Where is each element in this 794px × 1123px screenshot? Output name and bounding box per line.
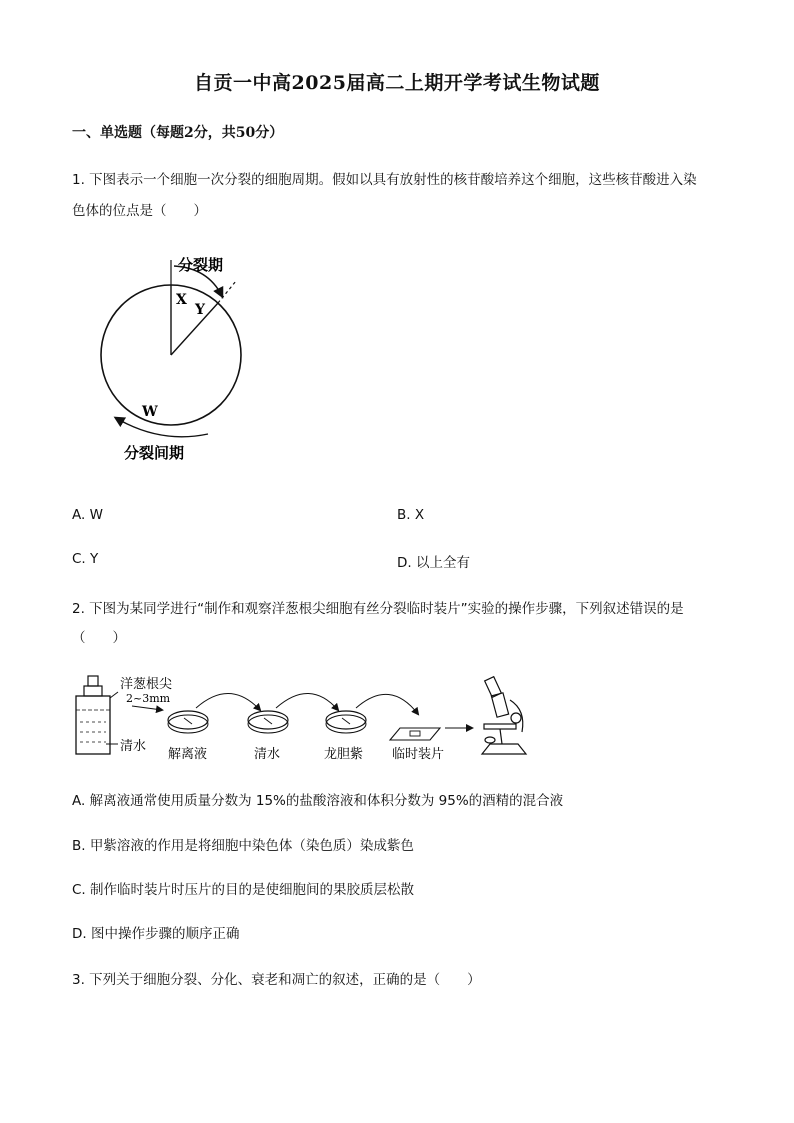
q2-option-a[interactable]: A. 解离液通常使用质量分数为 15%的盐酸溶液和体积分数为 95%的酒精的混合液 [72, 793, 564, 809]
q2-option-b[interactable]: B. 甲紫溶液的作用是将细胞中染色体（染色质）染成紫色 [72, 838, 414, 854]
q1-option-c[interactable]: C. Y [72, 551, 99, 567]
q2-text-line2: （ ） [72, 630, 126, 646]
q1-option-d[interactable]: D. 以上全有 [397, 555, 470, 571]
q3-text-line1: 3. 下列关于细胞分裂、分化、衰老和凋亡的叙述，正确的是（ ） [72, 972, 481, 988]
section-heading: 一、单选题（每题2分，共50分） [72, 125, 284, 141]
page-title: 自贡一中高2025届高二上期开学考试生物试题 [194, 72, 600, 94]
q1-text-line2: 色体的位点是（ ） [72, 203, 207, 219]
water-bottle [76, 676, 118, 754]
interphase-label: 分裂间期 [124, 444, 185, 462]
q2-option-c[interactable]: C. 制作临时装片时压片的目的是使细胞间的果胶质层松散 [72, 882, 415, 898]
microscope-icon [482, 677, 526, 754]
cell-cycle-figure [90, 248, 260, 468]
root-tip-label: 洋葱根尖 [120, 677, 173, 692]
step-label-2: 清水 [254, 747, 281, 762]
temporary-slide [390, 728, 440, 740]
division-label: 分裂期 [178, 256, 224, 274]
root-pointer [110, 692, 118, 698]
bottle-water-label: 清水 [120, 739, 147, 754]
dish-water [248, 711, 288, 733]
dish-gentian-violet [326, 711, 366, 733]
q2-option-d[interactable]: D. 图中操作步骤的顺序正确 [72, 926, 240, 942]
label-w: W [142, 404, 158, 420]
q1-option-a[interactable]: A. W [72, 507, 103, 523]
step-label-4: 临时装片 [392, 747, 445, 762]
label-y: Y [195, 302, 205, 318]
q2-text-line1: 2. 下图为某同学进行“制作和观察洋葱根尖细胞有丝分裂临时装片”实验的操作步骤，下列叙述错误的是 [72, 601, 684, 617]
step-label-1: 解离液 [168, 747, 208, 762]
root-size-label: 2~3mm [126, 692, 171, 705]
dashed-extension [218, 281, 236, 303]
q1-option-b[interactable]: B. X [397, 507, 425, 523]
label-x: X [176, 292, 187, 308]
q1-text-line1: 1. 下图表示一个细胞一次分裂的细胞周期。假如以具有放射性的核苷酸培养这个细胞，这些核苷酸进入染 [72, 172, 697, 188]
step-label-3: 龙胆紫 [324, 747, 364, 762]
dish-dissociation [168, 711, 208, 733]
experiment-steps-figure [70, 670, 540, 770]
